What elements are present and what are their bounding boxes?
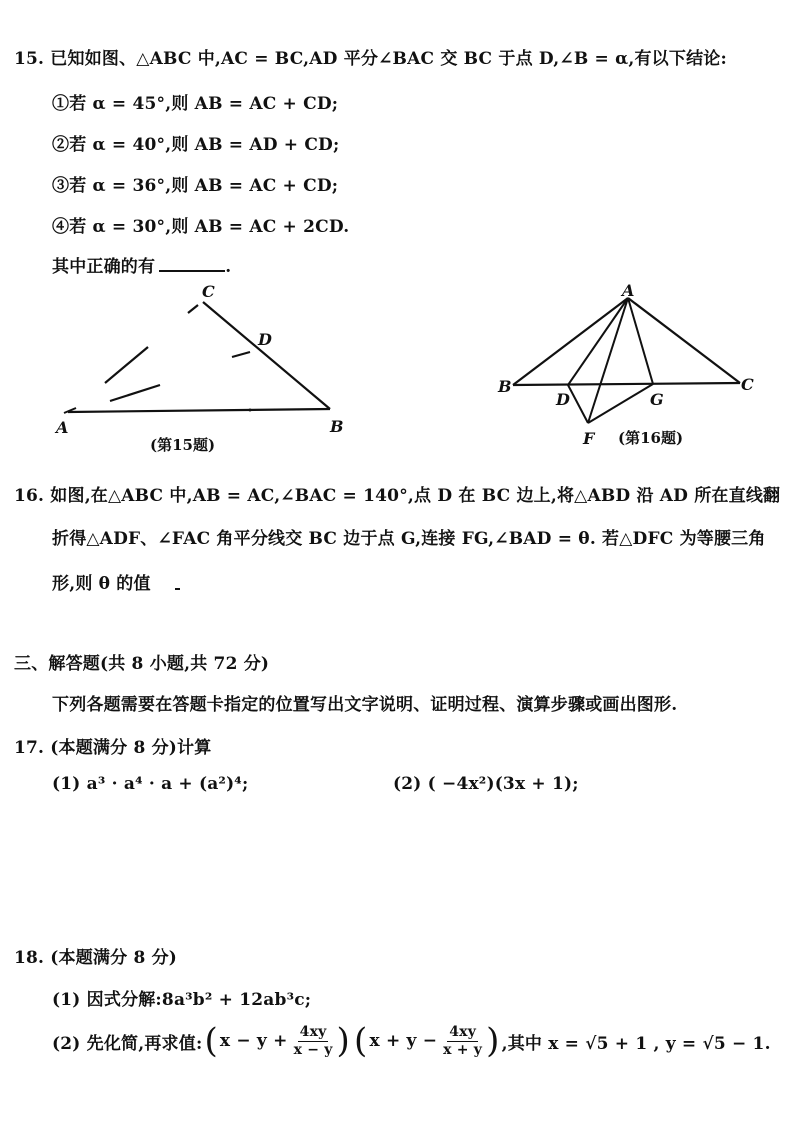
q16-blank-mark [175, 588, 180, 590]
right-paren: ) [336, 1021, 351, 1062]
q18-part-2 [52, 1021, 771, 1062]
q16-line-1: 16. 如图,在△ABC 中,AB = AC,∠BAC = 140°,点 D 在 BC 边上,将△ABD 沿 AD 所在直线翻 [14, 486, 781, 506]
q17-part-1: (1) a³ · a⁴ · a + (a²)⁴; [52, 774, 249, 794]
segment-AD-partial-1 [232, 352, 250, 357]
q18-part2-suffix: ,其中 x = √5 + 1 , y = √5 − 1. [501, 1033, 771, 1054]
label-C: C [741, 375, 754, 394]
q15-option-4: ④若 α = 30°,则 AB = AC + 2CD. [52, 217, 350, 237]
segment-CB [203, 302, 330, 409]
label-C: C [202, 285, 215, 301]
q15-option-3: ③若 α = 36°,则 AB = AC + CD; [52, 176, 339, 196]
left-paren-2: ( [354, 1021, 368, 1062]
figure-16 [490, 278, 770, 458]
caption-15: (第15题) [150, 436, 216, 454]
label-F: F [583, 429, 595, 448]
numerator-1: 4xy [299, 1024, 327, 1040]
denominator-2: x + y [443, 1041, 483, 1058]
q18-title: 18. (本题满分 8 分) [14, 948, 178, 968]
segment-BC [513, 383, 740, 385]
segment-AC-partial-2 [105, 347, 148, 383]
q17-title: 17. (本题满分 8 分)计算 [14, 738, 212, 758]
section-3-instruction: 下列各题需要在答题卡指定的位置写出文字说明、证明过程、演算步骤或画出图形. [52, 695, 678, 715]
point-marker [249, 409, 252, 412]
section-3-title: 三、解答题(共 8 小题,共 72 分) [14, 654, 270, 674]
q17-part-2: (2) ( −4x²)(3x + 1); [393, 774, 579, 794]
q16-line-2: 折得△ADF、∠FAC 角平分线交 BC 边于点 G,连接 FG,∠BAD = θ. 若△DFC 为等腰三角 [52, 529, 766, 549]
q15-stem: 15. 已知如图、△ABC 中,AC = BC,AD 平分∠BAC 交 BC 于点 D,∠B = α,有以下结论: [14, 49, 727, 69]
q18-expr-a: x − y + [219, 1031, 288, 1052]
right-paren-2: ) [486, 1021, 500, 1062]
q15-option-2: ②若 α = 40°,则 AB = AD + CD; [52, 135, 340, 155]
q15-ask-end: . [225, 257, 232, 277]
q15-option-1: ①若 α = 45°,则 AB = AC + CD; [52, 94, 339, 114]
numerator-2: 4xy [449, 1024, 477, 1040]
segment-AB [68, 409, 330, 412]
segment-DF [568, 385, 588, 423]
label-D: D [258, 330, 272, 349]
denominator-1: x − y [293, 1041, 333, 1058]
label-B: B [498, 377, 512, 396]
q18-part-1: (1) 因式分解:8a³b² + 12ab³c; [52, 990, 312, 1010]
figure-15 [50, 285, 360, 460]
label-A: A [622, 281, 635, 300]
label-D: D [556, 390, 570, 409]
segment-AF [588, 298, 628, 423]
segment-AB [513, 298, 628, 385]
label-B: B [330, 417, 344, 436]
label-A: A [56, 418, 69, 437]
q18-part2-prefix: (2) 先化简,再求值: [52, 1033, 203, 1054]
left-paren: ( [204, 1021, 218, 1062]
q16-line-3: 形,则 θ 的值 [52, 574, 151, 594]
q15-ask-text: 其中正确的有 [52, 257, 156, 277]
fraction-2 [441, 1024, 484, 1059]
segment-AD-partial-2 [110, 385, 160, 401]
segment-AC [628, 298, 740, 383]
label-G: G [650, 390, 664, 409]
q15-ask [52, 252, 231, 277]
fraction-1 [292, 1024, 335, 1059]
segment-AG [628, 298, 653, 384]
caption-16: (第16题) [618, 429, 684, 447]
segment-AD [568, 298, 628, 385]
q18-expr-b: x + y − [369, 1031, 438, 1052]
answer-blank [159, 256, 225, 272]
segment-AC-partial-1 [188, 305, 198, 313]
